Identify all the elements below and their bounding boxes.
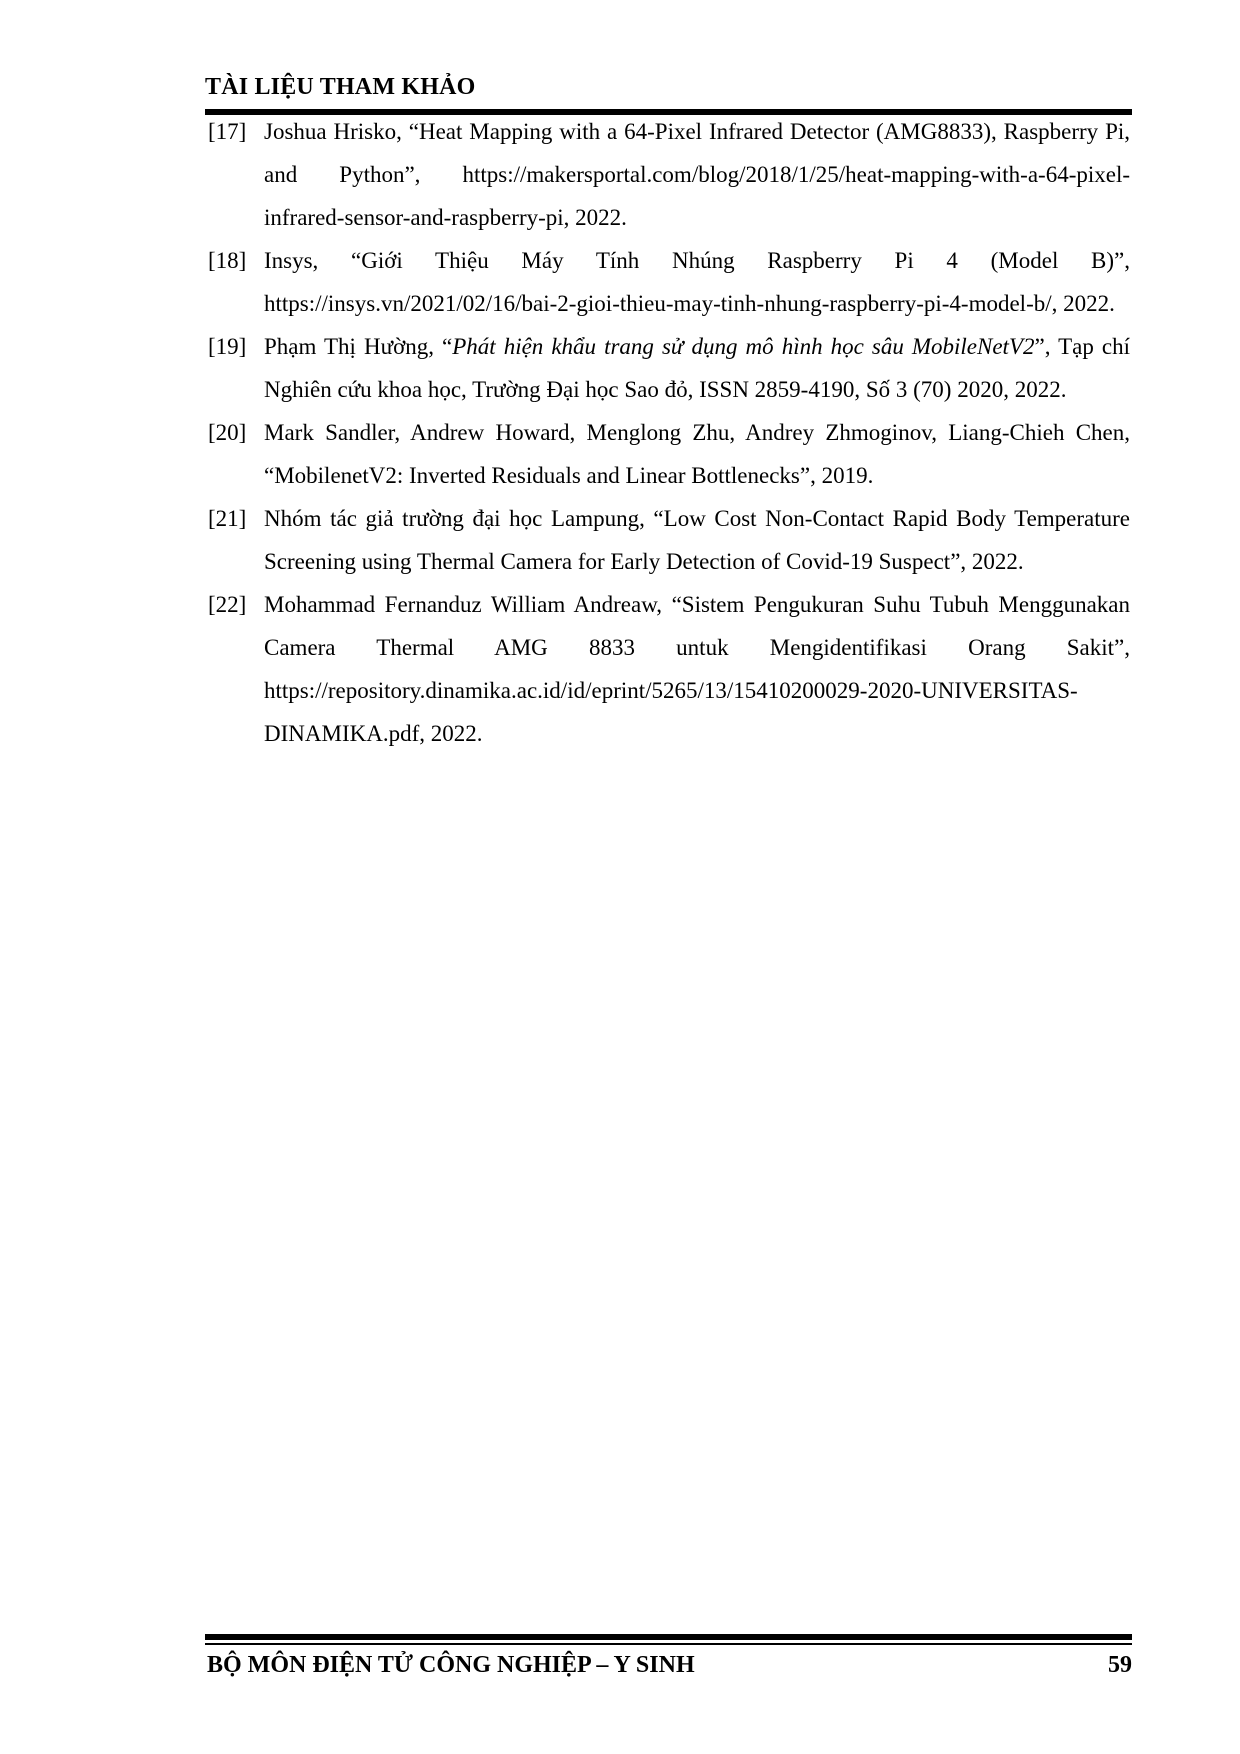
- reference-number: [22]: [208, 592, 247, 617]
- reference-text: Insys, “Giới Thiệu Máy Tính Nhúng Raspberry Pi 4 (Model B)”, https://insys.vn/2021/02/16/bai-2-gioi-thieu-may-tinh-nhung-raspberry-pi-4-model-b/, 2022.: [264, 248, 1130, 316]
- footer-rule-thin: [205, 1643, 1132, 1645]
- reference-text: [264, 325, 1130, 411]
- reference-item: [208, 110, 1130, 239]
- reference-item: [208, 239, 1130, 325]
- reference-item: [208, 497, 1130, 583]
- reference-text: Nhóm tác giả trường đại học Lampung, “Low Cost Non-Contact Rapid Body Temperature Screening using Thermal Camera for Early Detection of Covid-19 Suspect”, 2022.: [264, 506, 1130, 574]
- reference-number: [17]: [208, 119, 247, 144]
- reference-title-italic: Phát hiện khẩu trang sử dụng mô hình học sâu MobileNetV2: [452, 334, 1035, 359]
- section-title: TÀI LIỆU THAM KHẢO: [205, 74, 476, 100]
- reference-text: Mohammad Fernanduz William Andreaw, “Sistem Pengukuran Suhu Tubuh Menggunakan Camera Thermal AMG 8833 untuk Mengidentifikasi Orang Sakit”, https://repository.dinamika.ac.id/id/eprint/5265/13/15410200029-2020-UNIVERSITAS-DINAMIKA.pdf, 2022.: [264, 592, 1130, 746]
- reference-number: [19]: [208, 334, 247, 359]
- reference-item: [208, 411, 1130, 497]
- reference-number: [20]: [208, 420, 247, 445]
- reference-text-tail: ”, Tạp chí Nghiên cứu khoa học, Trường Đại học Sao đỏ, ISSN 2859-4190, Số 3 (70) 2020, 2022.: [264, 334, 1130, 402]
- reference-text: Mark Sandler, Andrew Howard, Menglong Zhu, Andrey Zhmoginov, Liang-Chieh Chen, “MobilenetV2: Inverted Residuals and Linear Bottlenecks”, 2019.: [264, 420, 1130, 488]
- reference-list: [208, 110, 1130, 755]
- reference-number: [21]: [208, 506, 247, 531]
- reference-text: Joshua Hrisko, “Heat Mapping with a 64-Pixel Infrared Detector (AMG8833), Raspberry Pi, and Python”, https://makersportal.com/blog/2018/1/25/heat-mapping-with-a-64-pixel-infrared-sensor-and-raspberry-pi, 2022.: [264, 119, 1130, 230]
- reference-item: [208, 325, 1130, 411]
- footer-department: BỘ MÔN ĐIỆN TỬ CÔNG NGHIỆP – Y SINH: [207, 1652, 695, 1678]
- page-number: 59: [1108, 1652, 1132, 1678]
- reference-text-lead: Phạm Thị Hường, “: [264, 334, 453, 359]
- reference-number: [18]: [208, 248, 247, 273]
- footer-rule-thick: [205, 1634, 1132, 1640]
- reference-item: [208, 583, 1130, 755]
